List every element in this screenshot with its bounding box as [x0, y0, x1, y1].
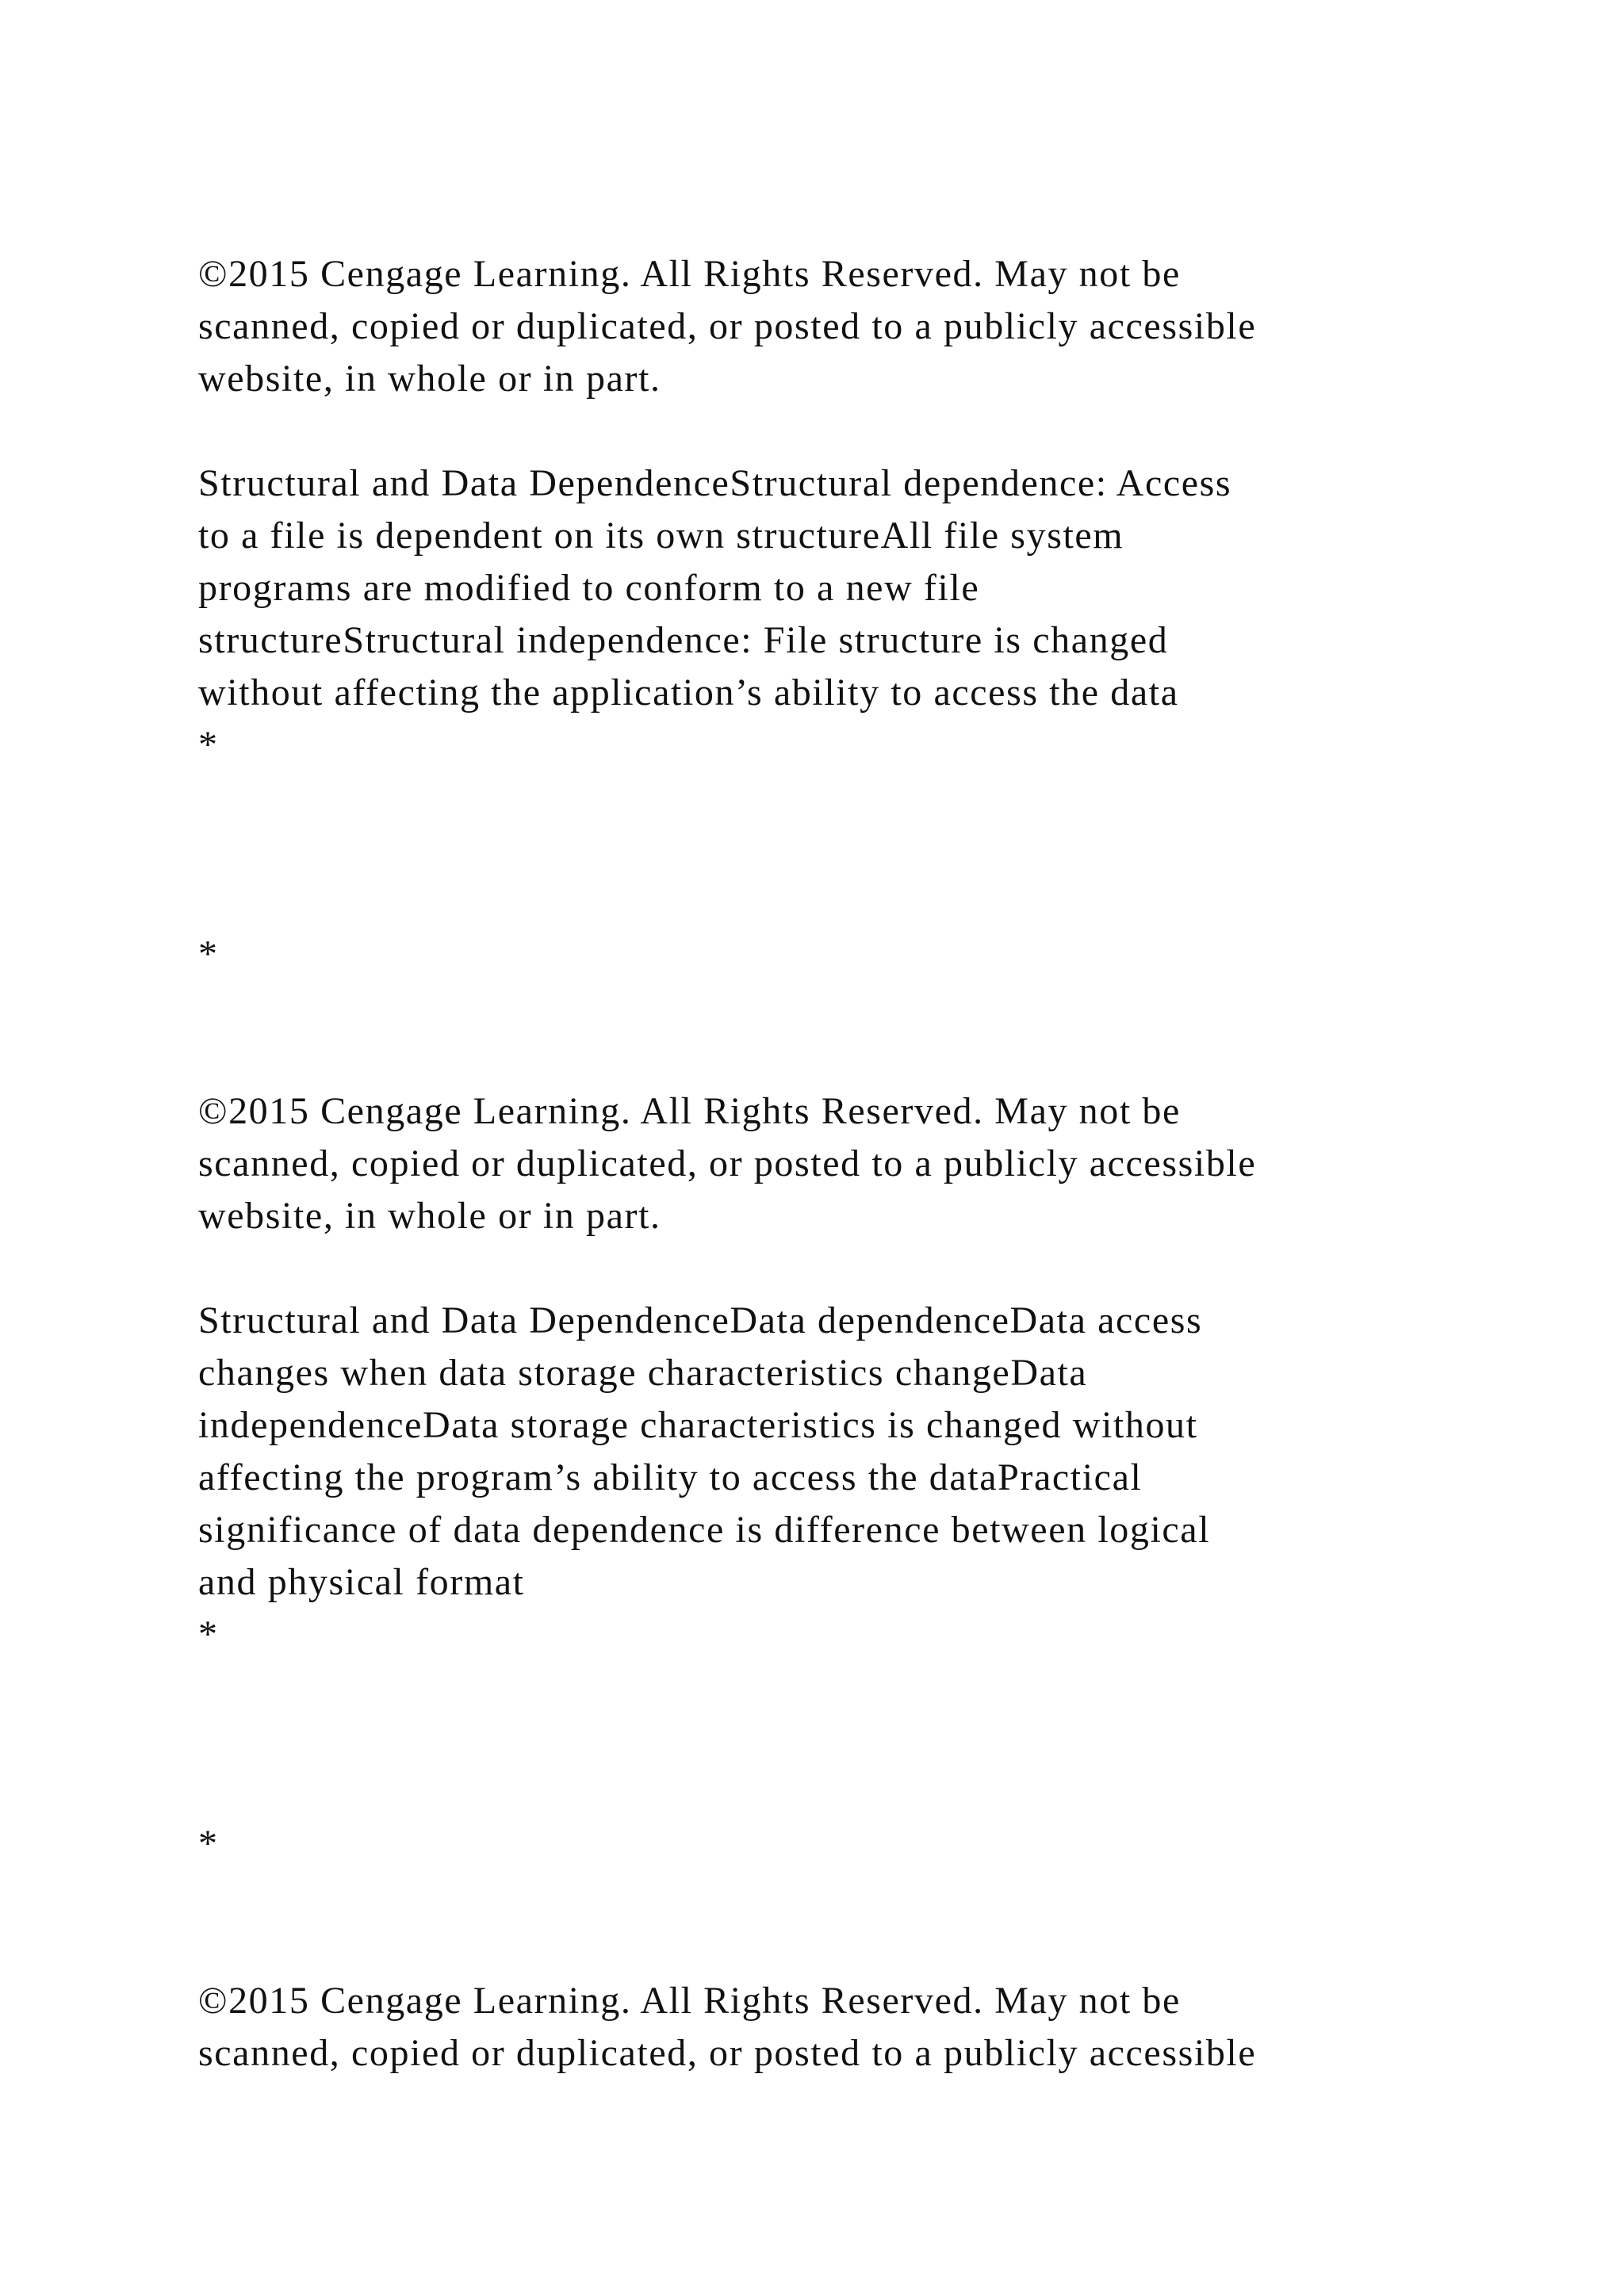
paragraph-line: programs are modified to conform to a new file: [198, 567, 980, 609]
asterisk-marker: *: [198, 1613, 219, 1655]
paragraph-line: changes when data storage characteristics changeData: [198, 1352, 1088, 1394]
asterisk-marker: *: [198, 933, 219, 975]
paragraph-line: significance of data dependence is difference between logical: [198, 1509, 1211, 1551]
copyright-line-1: ©2015 Cengage Learning. All Rights Reserved. May not be: [198, 1980, 1181, 2022]
paragraph-line: independenceData storage characteristics is changed without: [198, 1404, 1198, 1446]
asterisk-marker: *: [198, 724, 219, 766]
paragraph-line: without affecting the application’s ability to access the data: [198, 672, 1179, 714]
copyright-line-2: scanned, copied or duplicated, or posted to a publicly accessible: [198, 305, 1257, 347]
paragraph-line: Structural and Data DependenceData dependenceData access: [198, 1299, 1203, 1341]
copyright-line-2: scanned, copied or duplicated, or posted to a publicly accessible: [198, 2032, 1257, 2074]
paragraph-line: structureStructural independence: File structure is changed: [198, 619, 1169, 661]
copyright-line-3: website, in whole or in part.: [198, 358, 661, 400]
copyright-line-2: scanned, copied or duplicated, or posted to a publicly accessible: [198, 1142, 1257, 1184]
copyright-line-3: website, in whole or in part.: [198, 1195, 661, 1237]
copyright-line-1: ©2015 Cengage Learning. All Rights Reserved. May not be: [198, 1090, 1181, 1132]
asterisk-marker: *: [198, 1823, 219, 1865]
paragraph-line: to a file is dependent on its own structureAll file system: [198, 515, 1124, 557]
copyright-line-1: ©2015 Cengage Learning. All Rights Reserved. May not be: [198, 253, 1181, 295]
paragraph-line: Structural and Data DependenceStructural dependence: Access: [198, 462, 1232, 504]
paragraph-line: affecting the program’s ability to access the dataPractical: [198, 1456, 1143, 1498]
paragraph-line: and physical format: [198, 1561, 525, 1603]
